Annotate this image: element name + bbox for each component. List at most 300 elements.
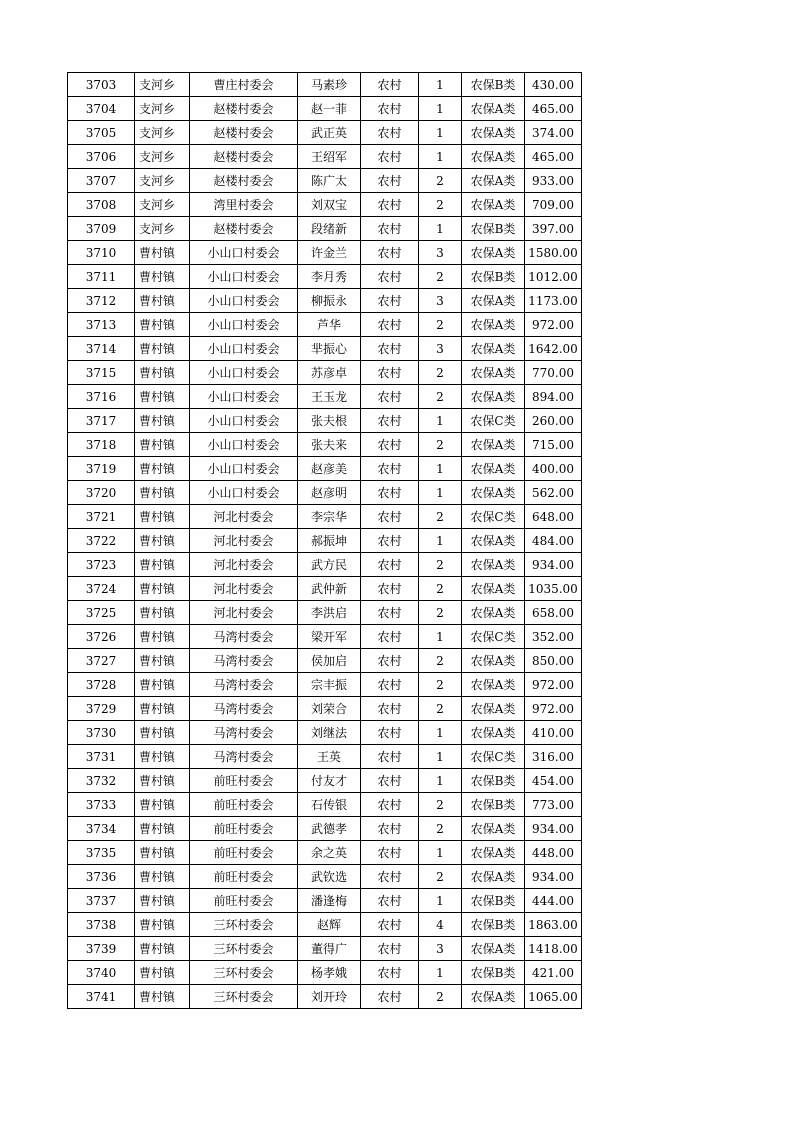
table-row bbox=[68, 673, 582, 697]
village-committee-cell: 河北村委会 bbox=[190, 505, 298, 529]
area-type-cell: 农村 bbox=[361, 793, 419, 817]
town-cell: 曹村镇 bbox=[135, 769, 190, 793]
insurance-category-cell: 农保A类 bbox=[462, 313, 525, 337]
record-id-cell: 3737 bbox=[68, 889, 135, 913]
town-cell: 曹村镇 bbox=[135, 625, 190, 649]
village-committee-cell: 赵楼村委会 bbox=[190, 97, 298, 121]
person-name-cell: 陈广太 bbox=[298, 169, 361, 193]
area-type-cell: 农村 bbox=[361, 841, 419, 865]
record-id-cell: 3730 bbox=[68, 721, 135, 745]
amount-cell: 397.00 bbox=[525, 217, 582, 241]
amount-cell: 260.00 bbox=[525, 409, 582, 433]
insurance-category-cell: 农保C类 bbox=[462, 409, 525, 433]
person-name-cell: 武德孝 bbox=[298, 817, 361, 841]
village-committee-cell: 小山口村委会 bbox=[190, 265, 298, 289]
table-row bbox=[68, 529, 582, 553]
person-name-cell: 梁开军 bbox=[298, 625, 361, 649]
area-type-cell: 农村 bbox=[361, 217, 419, 241]
area-type-cell: 农村 bbox=[361, 817, 419, 841]
household-count-cell: 2 bbox=[419, 577, 462, 601]
amount-cell: 933.00 bbox=[525, 169, 582, 193]
records-table-body bbox=[68, 73, 582, 1009]
village-committee-cell: 河北村委会 bbox=[190, 577, 298, 601]
insurance-category-cell: 农保C类 bbox=[462, 505, 525, 529]
village-committee-cell: 赵楼村委会 bbox=[190, 145, 298, 169]
town-cell: 曹村镇 bbox=[135, 265, 190, 289]
area-type-cell: 农村 bbox=[361, 601, 419, 625]
village-committee-cell: 前旺村委会 bbox=[190, 889, 298, 913]
table-row bbox=[68, 985, 582, 1009]
record-id-cell: 3720 bbox=[68, 481, 135, 505]
village-committee-cell: 小山口村委会 bbox=[190, 241, 298, 265]
insurance-category-cell: 农保A类 bbox=[462, 985, 525, 1009]
town-cell: 支河乡 bbox=[135, 193, 190, 217]
household-count-cell: 2 bbox=[419, 433, 462, 457]
amount-cell: 715.00 bbox=[525, 433, 582, 457]
amount-cell: 972.00 bbox=[525, 673, 582, 697]
record-id-cell: 3723 bbox=[68, 553, 135, 577]
household-count-cell: 2 bbox=[419, 673, 462, 697]
amount-cell: 934.00 bbox=[525, 553, 582, 577]
area-type-cell: 农村 bbox=[361, 721, 419, 745]
household-count-cell: 1 bbox=[419, 841, 462, 865]
record-id-cell: 3705 bbox=[68, 121, 135, 145]
amount-cell: 934.00 bbox=[525, 817, 582, 841]
village-committee-cell: 马湾村委会 bbox=[190, 673, 298, 697]
household-count-cell: 1 bbox=[419, 217, 462, 241]
town-cell: 曹村镇 bbox=[135, 865, 190, 889]
town-cell: 曹村镇 bbox=[135, 313, 190, 337]
record-id-cell: 3715 bbox=[68, 361, 135, 385]
area-type-cell: 农村 bbox=[361, 361, 419, 385]
household-count-cell: 1 bbox=[419, 625, 462, 649]
village-committee-cell: 前旺村委会 bbox=[190, 793, 298, 817]
table-row bbox=[68, 313, 582, 337]
household-count-cell: 3 bbox=[419, 289, 462, 313]
household-count-cell: 2 bbox=[419, 505, 462, 529]
town-cell: 支河乡 bbox=[135, 121, 190, 145]
amount-cell: 352.00 bbox=[525, 625, 582, 649]
town-cell: 曹村镇 bbox=[135, 937, 190, 961]
insurance-category-cell: 农保A类 bbox=[462, 97, 525, 121]
area-type-cell: 农村 bbox=[361, 169, 419, 193]
household-count-cell: 1 bbox=[419, 961, 462, 985]
town-cell: 曹村镇 bbox=[135, 649, 190, 673]
village-committee-cell: 小山口村委会 bbox=[190, 313, 298, 337]
insurance-category-cell: 农保A类 bbox=[462, 385, 525, 409]
person-name-cell: 李洪启 bbox=[298, 601, 361, 625]
amount-cell: 972.00 bbox=[525, 313, 582, 337]
area-type-cell: 农村 bbox=[361, 289, 419, 313]
town-cell: 曹村镇 bbox=[135, 793, 190, 817]
insurance-category-cell: 农保A类 bbox=[462, 241, 525, 265]
table-row bbox=[68, 697, 582, 721]
person-name-cell: 王玉龙 bbox=[298, 385, 361, 409]
record-id-cell: 3736 bbox=[68, 865, 135, 889]
amount-cell: 934.00 bbox=[525, 865, 582, 889]
table-row bbox=[68, 601, 582, 625]
record-id-cell: 3704 bbox=[68, 97, 135, 121]
town-cell: 曹村镇 bbox=[135, 721, 190, 745]
table-row bbox=[68, 361, 582, 385]
person-name-cell: 刘开玲 bbox=[298, 985, 361, 1009]
household-count-cell: 1 bbox=[419, 889, 462, 913]
record-id-cell: 3735 bbox=[68, 841, 135, 865]
record-id-cell: 3707 bbox=[68, 169, 135, 193]
insurance-category-cell: 农保B类 bbox=[462, 769, 525, 793]
town-cell: 支河乡 bbox=[135, 73, 190, 97]
area-type-cell: 农村 bbox=[361, 697, 419, 721]
amount-cell: 1580.00 bbox=[525, 241, 582, 265]
amount-cell: 658.00 bbox=[525, 601, 582, 625]
table-row bbox=[68, 241, 582, 265]
insurance-category-cell: 农保A类 bbox=[462, 457, 525, 481]
table-row bbox=[68, 745, 582, 769]
record-id-cell: 3727 bbox=[68, 649, 135, 673]
household-count-cell: 2 bbox=[419, 697, 462, 721]
area-type-cell: 农村 bbox=[361, 481, 419, 505]
amount-cell: 444.00 bbox=[525, 889, 582, 913]
household-count-cell: 2 bbox=[419, 385, 462, 409]
area-type-cell: 农村 bbox=[361, 937, 419, 961]
village-committee-cell: 三环村委会 bbox=[190, 937, 298, 961]
town-cell: 曹村镇 bbox=[135, 889, 190, 913]
area-type-cell: 农村 bbox=[361, 529, 419, 553]
person-name-cell: 潘逢梅 bbox=[298, 889, 361, 913]
amount-cell: 448.00 bbox=[525, 841, 582, 865]
insurance-category-cell: 农保A类 bbox=[462, 361, 525, 385]
table-row bbox=[68, 841, 582, 865]
person-name-cell: 董得广 bbox=[298, 937, 361, 961]
area-type-cell: 农村 bbox=[361, 121, 419, 145]
area-type-cell: 农村 bbox=[361, 97, 419, 121]
insurance-category-cell: 农保B类 bbox=[462, 913, 525, 937]
record-id-cell: 3717 bbox=[68, 409, 135, 433]
household-count-cell: 1 bbox=[419, 721, 462, 745]
household-count-cell: 3 bbox=[419, 937, 462, 961]
table-row bbox=[68, 817, 582, 841]
town-cell: 支河乡 bbox=[135, 169, 190, 193]
village-committee-cell: 小山口村委会 bbox=[190, 289, 298, 313]
town-cell: 曹村镇 bbox=[135, 337, 190, 361]
town-cell: 曹村镇 bbox=[135, 817, 190, 841]
town-cell: 曹村镇 bbox=[135, 409, 190, 433]
area-type-cell: 农村 bbox=[361, 961, 419, 985]
village-committee-cell: 马湾村委会 bbox=[190, 721, 298, 745]
person-name-cell: 石传银 bbox=[298, 793, 361, 817]
area-type-cell: 农村 bbox=[361, 313, 419, 337]
amount-cell: 1012.00 bbox=[525, 265, 582, 289]
insurance-category-cell: 农保A类 bbox=[462, 697, 525, 721]
village-committee-cell: 马湾村委会 bbox=[190, 625, 298, 649]
household-count-cell: 1 bbox=[419, 409, 462, 433]
household-count-cell: 1 bbox=[419, 97, 462, 121]
person-name-cell: 武方民 bbox=[298, 553, 361, 577]
insurance-category-cell: 农保C类 bbox=[462, 625, 525, 649]
household-count-cell: 1 bbox=[419, 145, 462, 169]
area-type-cell: 农村 bbox=[361, 769, 419, 793]
table-row bbox=[68, 913, 582, 937]
area-type-cell: 农村 bbox=[361, 577, 419, 601]
record-id-cell: 3731 bbox=[68, 745, 135, 769]
insurance-category-cell: 农保B类 bbox=[462, 73, 525, 97]
village-committee-cell: 马湾村委会 bbox=[190, 697, 298, 721]
table-row bbox=[68, 649, 582, 673]
table-row bbox=[68, 457, 582, 481]
area-type-cell: 农村 bbox=[361, 553, 419, 577]
town-cell: 曹村镇 bbox=[135, 361, 190, 385]
amount-cell: 773.00 bbox=[525, 793, 582, 817]
table-row bbox=[68, 865, 582, 889]
record-id-cell: 3741 bbox=[68, 985, 135, 1009]
amount-cell: 465.00 bbox=[525, 97, 582, 121]
insurance-category-cell: 农保A类 bbox=[462, 601, 525, 625]
town-cell: 曹村镇 bbox=[135, 553, 190, 577]
amount-cell: 454.00 bbox=[525, 769, 582, 793]
person-name-cell: 张夫来 bbox=[298, 433, 361, 457]
village-committee-cell: 三环村委会 bbox=[190, 985, 298, 1009]
table-row bbox=[68, 409, 582, 433]
town-cell: 曹村镇 bbox=[135, 745, 190, 769]
town-cell: 曹村镇 bbox=[135, 481, 190, 505]
village-committee-cell: 前旺村委会 bbox=[190, 865, 298, 889]
household-count-cell: 1 bbox=[419, 457, 462, 481]
person-name-cell: 赵彦美 bbox=[298, 457, 361, 481]
records-table bbox=[67, 72, 582, 1009]
town-cell: 支河乡 bbox=[135, 217, 190, 241]
table-row bbox=[68, 577, 582, 601]
village-committee-cell: 马湾村委会 bbox=[190, 649, 298, 673]
village-committee-cell: 赵楼村委会 bbox=[190, 217, 298, 241]
record-id-cell: 3740 bbox=[68, 961, 135, 985]
household-count-cell: 2 bbox=[419, 793, 462, 817]
person-name-cell: 余之英 bbox=[298, 841, 361, 865]
village-committee-cell: 小山口村委会 bbox=[190, 481, 298, 505]
town-cell: 曹村镇 bbox=[135, 673, 190, 697]
table-row bbox=[68, 793, 582, 817]
amount-cell: 484.00 bbox=[525, 529, 582, 553]
area-type-cell: 农村 bbox=[361, 913, 419, 937]
table-row bbox=[68, 217, 582, 241]
area-type-cell: 农村 bbox=[361, 625, 419, 649]
person-name-cell: 郝振坤 bbox=[298, 529, 361, 553]
town-cell: 曹村镇 bbox=[135, 241, 190, 265]
table-row bbox=[68, 481, 582, 505]
table-row bbox=[68, 961, 582, 985]
household-count-cell: 3 bbox=[419, 337, 462, 361]
area-type-cell: 农村 bbox=[361, 409, 419, 433]
record-id-cell: 3709 bbox=[68, 217, 135, 241]
household-count-cell: 2 bbox=[419, 649, 462, 673]
amount-cell: 850.00 bbox=[525, 649, 582, 673]
record-id-cell: 3706 bbox=[68, 145, 135, 169]
insurance-category-cell: 农保A类 bbox=[462, 673, 525, 697]
village-committee-cell: 前旺村委会 bbox=[190, 817, 298, 841]
record-id-cell: 3738 bbox=[68, 913, 135, 937]
amount-cell: 1173.00 bbox=[525, 289, 582, 313]
person-name-cell: 付友才 bbox=[298, 769, 361, 793]
record-id-cell: 3712 bbox=[68, 289, 135, 313]
table-row bbox=[68, 265, 582, 289]
person-name-cell: 李月秀 bbox=[298, 265, 361, 289]
household-count-cell: 2 bbox=[419, 193, 462, 217]
household-count-cell: 2 bbox=[419, 817, 462, 841]
town-cell: 曹村镇 bbox=[135, 433, 190, 457]
amount-cell: 421.00 bbox=[525, 961, 582, 985]
area-type-cell: 农村 bbox=[361, 385, 419, 409]
insurance-category-cell: 农保A类 bbox=[462, 433, 525, 457]
amount-cell: 894.00 bbox=[525, 385, 582, 409]
household-count-cell: 2 bbox=[419, 865, 462, 889]
amount-cell: 400.00 bbox=[525, 457, 582, 481]
town-cell: 曹村镇 bbox=[135, 385, 190, 409]
person-name-cell: 刘双宝 bbox=[298, 193, 361, 217]
town-cell: 曹村镇 bbox=[135, 985, 190, 1009]
town-cell: 曹村镇 bbox=[135, 529, 190, 553]
area-type-cell: 农村 bbox=[361, 73, 419, 97]
record-id-cell: 3718 bbox=[68, 433, 135, 457]
insurance-category-cell: 农保B类 bbox=[462, 793, 525, 817]
record-id-cell: 3710 bbox=[68, 241, 135, 265]
amount-cell: 430.00 bbox=[525, 73, 582, 97]
area-type-cell: 农村 bbox=[361, 673, 419, 697]
area-type-cell: 农村 bbox=[361, 265, 419, 289]
record-id-cell: 3719 bbox=[68, 457, 135, 481]
amount-cell: 562.00 bbox=[525, 481, 582, 505]
person-name-cell: 张夫根 bbox=[298, 409, 361, 433]
person-name-cell: 许金兰 bbox=[298, 241, 361, 265]
insurance-category-cell: 农保A类 bbox=[462, 577, 525, 601]
person-name-cell: 赵彦明 bbox=[298, 481, 361, 505]
insurance-category-cell: 农保A类 bbox=[462, 145, 525, 169]
person-name-cell: 芦华 bbox=[298, 313, 361, 337]
insurance-category-cell: 农保B类 bbox=[462, 961, 525, 985]
insurance-category-cell: 农保A类 bbox=[462, 193, 525, 217]
village-committee-cell: 三环村委会 bbox=[190, 913, 298, 937]
household-count-cell: 2 bbox=[419, 169, 462, 193]
village-committee-cell: 三环村委会 bbox=[190, 961, 298, 985]
amount-cell: 709.00 bbox=[525, 193, 582, 217]
amount-cell: 1418.00 bbox=[525, 937, 582, 961]
village-committee-cell: 河北村委会 bbox=[190, 529, 298, 553]
person-name-cell: 武正英 bbox=[298, 121, 361, 145]
area-type-cell: 农村 bbox=[361, 433, 419, 457]
record-id-cell: 3714 bbox=[68, 337, 135, 361]
insurance-category-cell: 农保A类 bbox=[462, 841, 525, 865]
area-type-cell: 农村 bbox=[361, 457, 419, 481]
person-name-cell: 侯加启 bbox=[298, 649, 361, 673]
household-count-cell: 1 bbox=[419, 529, 462, 553]
village-committee-cell: 前旺村委会 bbox=[190, 769, 298, 793]
record-id-cell: 3703 bbox=[68, 73, 135, 97]
area-type-cell: 农村 bbox=[361, 865, 419, 889]
table-row bbox=[68, 553, 582, 577]
person-name-cell: 杨孝娥 bbox=[298, 961, 361, 985]
person-name-cell: 武仲新 bbox=[298, 577, 361, 601]
insurance-category-cell: 农保A类 bbox=[462, 865, 525, 889]
insurance-category-cell: 农保B类 bbox=[462, 889, 525, 913]
insurance-category-cell: 农保A类 bbox=[462, 121, 525, 145]
household-count-cell: 1 bbox=[419, 121, 462, 145]
person-name-cell: 刘继法 bbox=[298, 721, 361, 745]
household-count-cell: 2 bbox=[419, 985, 462, 1009]
insurance-category-cell: 农保A类 bbox=[462, 817, 525, 841]
insurance-category-cell: 农保A类 bbox=[462, 481, 525, 505]
record-id-cell: 3732 bbox=[68, 769, 135, 793]
table-row bbox=[68, 889, 582, 913]
insurance-category-cell: 农保A类 bbox=[462, 337, 525, 361]
area-type-cell: 农村 bbox=[361, 745, 419, 769]
area-type-cell: 农村 bbox=[361, 889, 419, 913]
town-cell: 曹村镇 bbox=[135, 601, 190, 625]
area-type-cell: 农村 bbox=[361, 985, 419, 1009]
amount-cell: 1642.00 bbox=[525, 337, 582, 361]
village-committee-cell: 小山口村委会 bbox=[190, 433, 298, 457]
household-count-cell: 1 bbox=[419, 481, 462, 505]
table-row bbox=[68, 121, 582, 145]
household-count-cell: 2 bbox=[419, 601, 462, 625]
record-id-cell: 3721 bbox=[68, 505, 135, 529]
amount-cell: 465.00 bbox=[525, 145, 582, 169]
person-name-cell: 武钦选 bbox=[298, 865, 361, 889]
insurance-category-cell: 农保A类 bbox=[462, 937, 525, 961]
person-name-cell: 刘荣合 bbox=[298, 697, 361, 721]
table-row bbox=[68, 145, 582, 169]
table-row bbox=[68, 937, 582, 961]
insurance-category-cell: 农保A类 bbox=[462, 289, 525, 313]
village-committee-cell: 小山口村委会 bbox=[190, 409, 298, 433]
record-id-cell: 3716 bbox=[68, 385, 135, 409]
amount-cell: 316.00 bbox=[525, 745, 582, 769]
household-count-cell: 4 bbox=[419, 913, 462, 937]
village-committee-cell: 赵楼村委会 bbox=[190, 169, 298, 193]
table-row bbox=[68, 721, 582, 745]
town-cell: 支河乡 bbox=[135, 97, 190, 121]
insurance-category-cell: 农保A类 bbox=[462, 649, 525, 673]
village-committee-cell: 马湾村委会 bbox=[190, 745, 298, 769]
table-row bbox=[68, 769, 582, 793]
record-id-cell: 3739 bbox=[68, 937, 135, 961]
town-cell: 曹村镇 bbox=[135, 457, 190, 481]
person-name-cell: 宗丰振 bbox=[298, 673, 361, 697]
area-type-cell: 农村 bbox=[361, 145, 419, 169]
table-row bbox=[68, 193, 582, 217]
town-cell: 曹村镇 bbox=[135, 505, 190, 529]
insurance-category-cell: 农保A类 bbox=[462, 169, 525, 193]
town-cell: 曹村镇 bbox=[135, 289, 190, 313]
town-cell: 曹村镇 bbox=[135, 841, 190, 865]
person-name-cell: 赵辉 bbox=[298, 913, 361, 937]
insurance-category-cell: 农保A类 bbox=[462, 553, 525, 577]
record-id-cell: 3728 bbox=[68, 673, 135, 697]
area-type-cell: 农村 bbox=[361, 241, 419, 265]
village-committee-cell: 小山口村委会 bbox=[190, 337, 298, 361]
village-committee-cell: 小山口村委会 bbox=[190, 457, 298, 481]
record-id-cell: 3722 bbox=[68, 529, 135, 553]
person-name-cell: 王绍军 bbox=[298, 145, 361, 169]
area-type-cell: 农村 bbox=[361, 649, 419, 673]
person-name-cell: 段绪新 bbox=[298, 217, 361, 241]
insurance-category-cell: 农保C类 bbox=[462, 745, 525, 769]
household-count-cell: 2 bbox=[419, 361, 462, 385]
village-committee-cell: 前旺村委会 bbox=[190, 841, 298, 865]
table-row bbox=[68, 625, 582, 649]
record-id-cell: 3733 bbox=[68, 793, 135, 817]
person-name-cell: 赵一菲 bbox=[298, 97, 361, 121]
household-count-cell: 1 bbox=[419, 73, 462, 97]
amount-cell: 648.00 bbox=[525, 505, 582, 529]
person-name-cell: 柳振永 bbox=[298, 289, 361, 313]
